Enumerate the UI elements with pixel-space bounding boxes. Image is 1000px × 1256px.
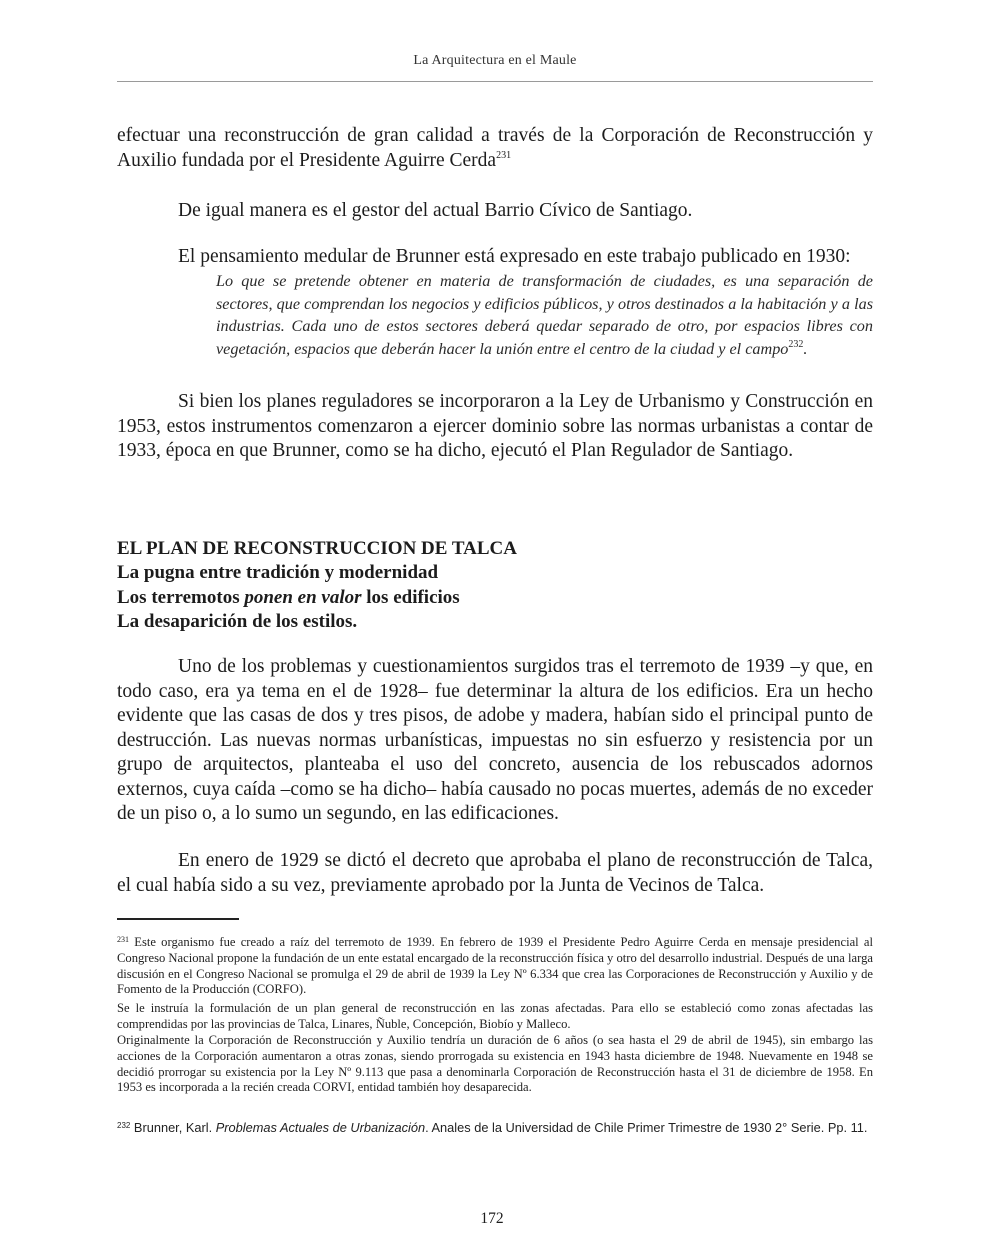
block-quote-brunner	[216, 270, 873, 360]
page-number: 172	[480, 1210, 504, 1227]
footnote-ref-231: 231	[496, 149, 512, 161]
footnote-number-231: 231	[117, 935, 129, 944]
running-head: La Arquitectura en el Maule	[413, 53, 577, 68]
heading-terremotos-italic: ponen en valor	[244, 586, 362, 608]
paragraph-reconstruction	[117, 124, 873, 173]
footnote-232	[117, 1118, 873, 1139]
footnote-232-rest: . Anales de la Universidad de Chile Primer Trimestre de 1930 2° Serie. Pp. 11.	[425, 1120, 868, 1135]
footnote-232-title: Problemas Actuales de Urbanización	[215, 1120, 426, 1135]
footnote-232-author: Brunner, Karl.	[133, 1120, 216, 1135]
quote-text: Lo que se pretende obtener en materia de transformación de ciudades, es una separación de sectores, que comprendan los negocios y edificios públicos, y otros destinados a la habitación y a las industrias. Cada uno de estos sectores deberá quedar separado de otro, por espacios libres con vegetación, espacios que deberán hacer la unión entre el centro de la ciudad y el campo	[216, 272, 873, 358]
heading-pugna: La pugna entre tradición y modernidad	[117, 562, 439, 584]
header-rule	[117, 81, 873, 82]
paragraph-planes-reguladores: Si bien los planes reguladores se incorporaron a la Ley de Urbanismo y Construcción en 1953, estos instrumentos comenzaron a ejercer dominio sobre las normas urbanistas a contar de 1933, época en que Brunner, como se ha dicho, ejecutó el Plan Regulador de Santiago.	[117, 391, 873, 461]
heading-estilos: La desaparición de los estilos.	[117, 610, 358, 632]
paragraph-decreto-1929: En enero de 1929 se dictó el decreto que aprobaba el plano de reconstrucción de Talca, el cual había sido a su vez, previamente aprobado por la Junta de Vecinos de Talca.	[117, 850, 873, 896]
footnote-rule	[117, 918, 239, 920]
footnote-231-text: Este organismo fue creado a raíz del terremoto de 1939. En febrero de 1939 el Presidente Pedro Aguirre Cerda en mensaje presidencial al Congreso Nacional propone la fundación de un ente estatal encargado de la reconstrucción física y otro del desarrollo industrial. Después de una larga discusión en el Congreso Nacional se promulga el 29 de abril de 1939 la Ley Nº 6.334 que crea las Corporaciones de Reconstrucción y Auxilio y de Fomento de la Producción (CORFO).	[117, 935, 873, 997]
paragraph-brunner-thought: El pensamiento medular de Brunner está expresado en este trabajo publicado en 1930:	[178, 246, 851, 267]
footnote-231-continued: Se le instruía la formulación de un plan general de reconstrucción en las zonas afectadas. Para ello se estableció como zonas afectadas las comprendidas por las provincias de Talca, Linares, Ñuble, Concepción, Biobío y Malleco.	[117, 1001, 873, 1031]
heading-terremotos-start: Los terremotos	[117, 586, 245, 608]
heading-terremotos	[117, 586, 873, 610]
footnote-number-232: 232	[117, 1121, 131, 1130]
footnote-231	[117, 935, 873, 998]
footnote-231-duration: Originalmente la Corporación de Reconstrucción y Auxilio tendría un duración de 6 años (o sea hasta el 29 de abril de 1945), sin embargo las acciones de la Corporación aumentaron a otras zonas, siendo prorrogada su existencia en 1943 hasta diciembre de 1948. Nuevamente en 1948 se decidió prorrogar su existencia por la Ley Nº 9.113 que pasa a denominarla Corporación de Reconstrucción hasta el 31 de diciembre de 1958. En 1953 es incorporada a la recién creada CORVI, entidad también hoy desaparecida.	[117, 1033, 873, 1095]
section-heading	[117, 537, 873, 634]
paragraph-altura-edificios: Uno de los problemas y cuestionamientos surgidos tras el terremoto de 1939 –y que, en todo caso, era ya tema en el de 1928– fue determinar la altura de los edificios. Era un hecho evidente que las casas de dos y tres pisos, de adobe y madera, habían sido el principal punto de destrucción. Las nuevas normas urbanísticas, impuestas no sin esfuerzo y resistencia por un grupo de arquitectos, planteaba el uso del concreto, ausencia de los rebuscados adornos externos, cuya caída –como se ha dicho– había causado no pocas muertes, además de no exceder de un piso o, a lo sumo un segundo, en las edificaciones.	[117, 656, 873, 824]
heading-terremotos-end: los edificios	[361, 586, 460, 608]
heading-plan-reconstruccion: EL PLAN DE RECONSTRUCCION DE TALCA	[117, 538, 517, 559]
quote-end: .	[803, 339, 808, 358]
footnote-ref-232: 232	[788, 338, 804, 350]
paragraph-barrio-civico: De igual manera es el gestor del actual Barrio Cívico de Santiago.	[178, 200, 693, 221]
paragraph-reconstruction-text: efectuar una reconstrucción de gran calidad a través de la Corporación de Reconstrucción y Auxilio fundada por el Presidente Aguirre Cerda	[117, 125, 873, 171]
